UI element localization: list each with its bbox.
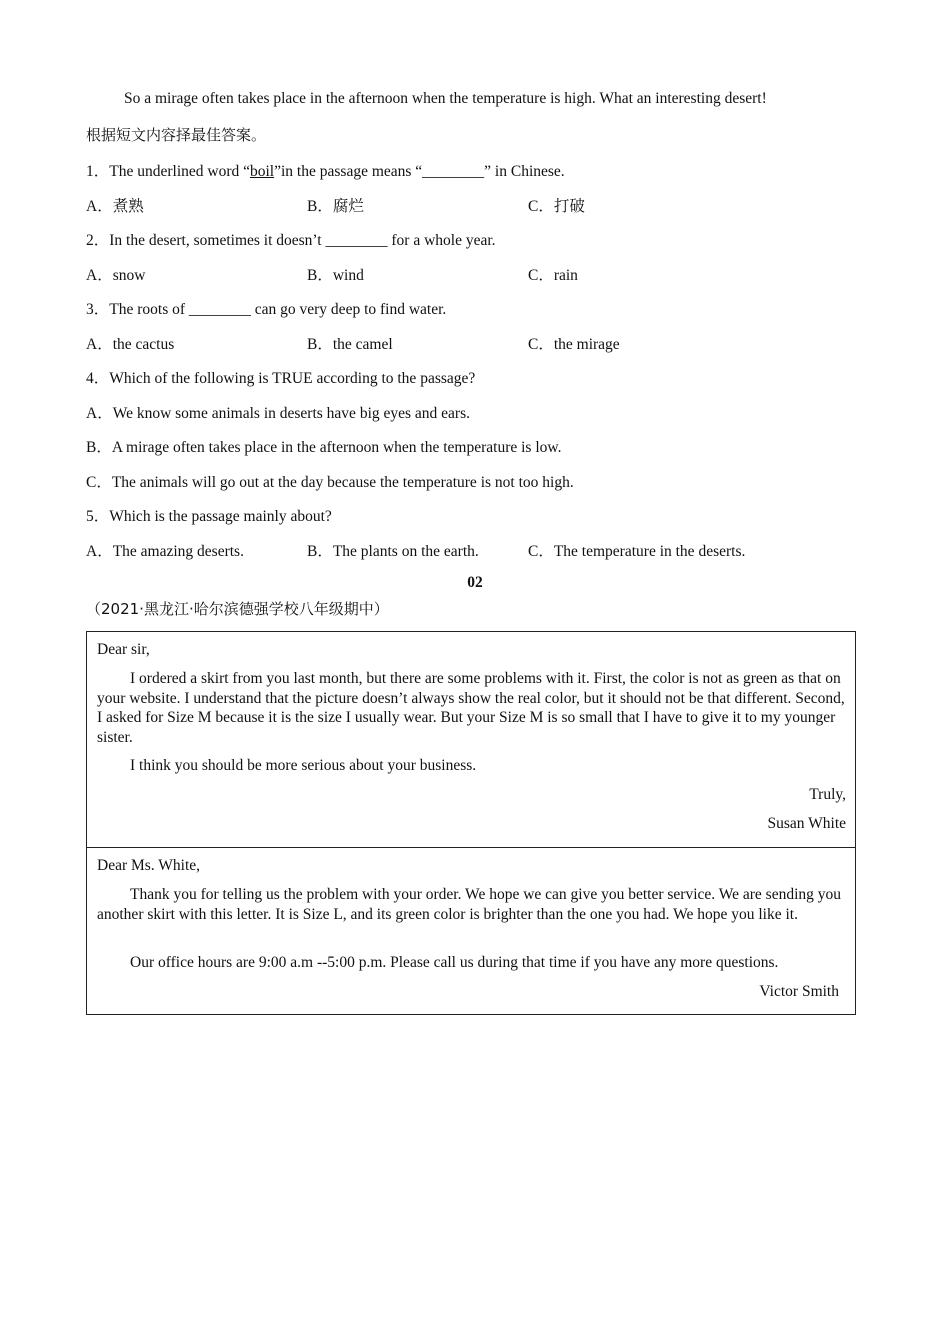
q4-option-c[interactable]: C．The animals will go out at the day because the temperature is not too high. [86, 474, 574, 491]
instruction: 根据短文内容择最佳答案。 [86, 126, 267, 144]
question-1-pre: 1．The underlined word “ [86, 163, 250, 180]
question-4: 4．Which of the following is TRUE according to the passage? [86, 370, 476, 387]
question-2: 2．In the desert, sometimes it doesn’t ________ for a whole year. [86, 232, 496, 249]
question-1 [86, 159, 565, 181]
question-1-underlined-word: boil [250, 163, 275, 180]
q1-option-c[interactable]: C．打破 [528, 198, 585, 215]
q3-option-b[interactable]: B．the camel [307, 336, 393, 353]
source-label: （2021·黑龙江·哈尔滨德强学校八年级期中） [86, 600, 389, 618]
q5-option-b[interactable]: B．The plants on the earth. [307, 543, 479, 560]
letter-2-salutation: Dear Ms. White, [97, 857, 201, 874]
letter-2-signature: Victor Smith [759, 983, 839, 1000]
letter-2-paragraph-2: Our office hours are 9:00 a.m --5:00 p.m. Please call us during that time if you have any more questions. [130, 954, 779, 971]
section-number: 02 [467, 574, 483, 591]
question-5: 5．Which is the passage mainly about? [86, 508, 332, 525]
q4-option-a[interactable]: A．We know some animals in deserts have big eyes and ears. [86, 405, 470, 422]
q2-option-b[interactable]: B．wind [307, 267, 364, 284]
q1-option-a[interactable]: A．煮熟 [86, 198, 144, 215]
q3-option-c[interactable]: C．the mirage [528, 336, 620, 353]
letter-complaint [86, 631, 856, 848]
q5-option-c[interactable]: C．The temperature in the deserts. [528, 543, 746, 560]
letter-1-paragraph-2: I think you should be more serious about your business. [130, 757, 477, 774]
letter-1-closing: Truly, [809, 786, 846, 803]
passage-closing-line: So a mirage often takes place in the afternoon when the temperature is high. What an interesting desert! [124, 90, 767, 107]
letter-1-salutation: Dear sir, [97, 641, 150, 658]
q3-option-a[interactable]: A．the cactus [86, 336, 175, 353]
q1-option-b[interactable]: B．腐烂 [307, 198, 364, 215]
letter-1-paragraph-1: I ordered a skirt from you last month, but there are some problems with it. First, the color is not as green as that on your website. I understand that the picture doesn’t always show the real color, but it should not be that different. Second, I asked for Size M because it is the size I usually wear. But your Size M is so small that I have to give it to my younger sister. [97, 670, 845, 746]
q4-option-b[interactable]: B．A mirage often takes place in the afternoon when the temperature is low. [86, 439, 562, 456]
q2-option-c[interactable]: C．rain [528, 267, 578, 284]
letter-reply [86, 847, 856, 1015]
letter-2-paragraph-1: Thank you for telling us the problem with your order. We hope we can give you better service. We are sending you another skirt with this letter. It is Size L, and its green color is brighter than the one you had. We hope you like it. [97, 886, 842, 923]
q5-option-a[interactable]: A．The amazing deserts. [86, 543, 244, 560]
letter-1-signature: Susan White [767, 815, 846, 832]
q2-option-a[interactable]: A．snow [86, 267, 146, 284]
question-1-post: ”in the passage means “________” in Chinese. [274, 163, 565, 180]
question-3: 3．The roots of ________ can go very deep to find water. [86, 301, 447, 318]
